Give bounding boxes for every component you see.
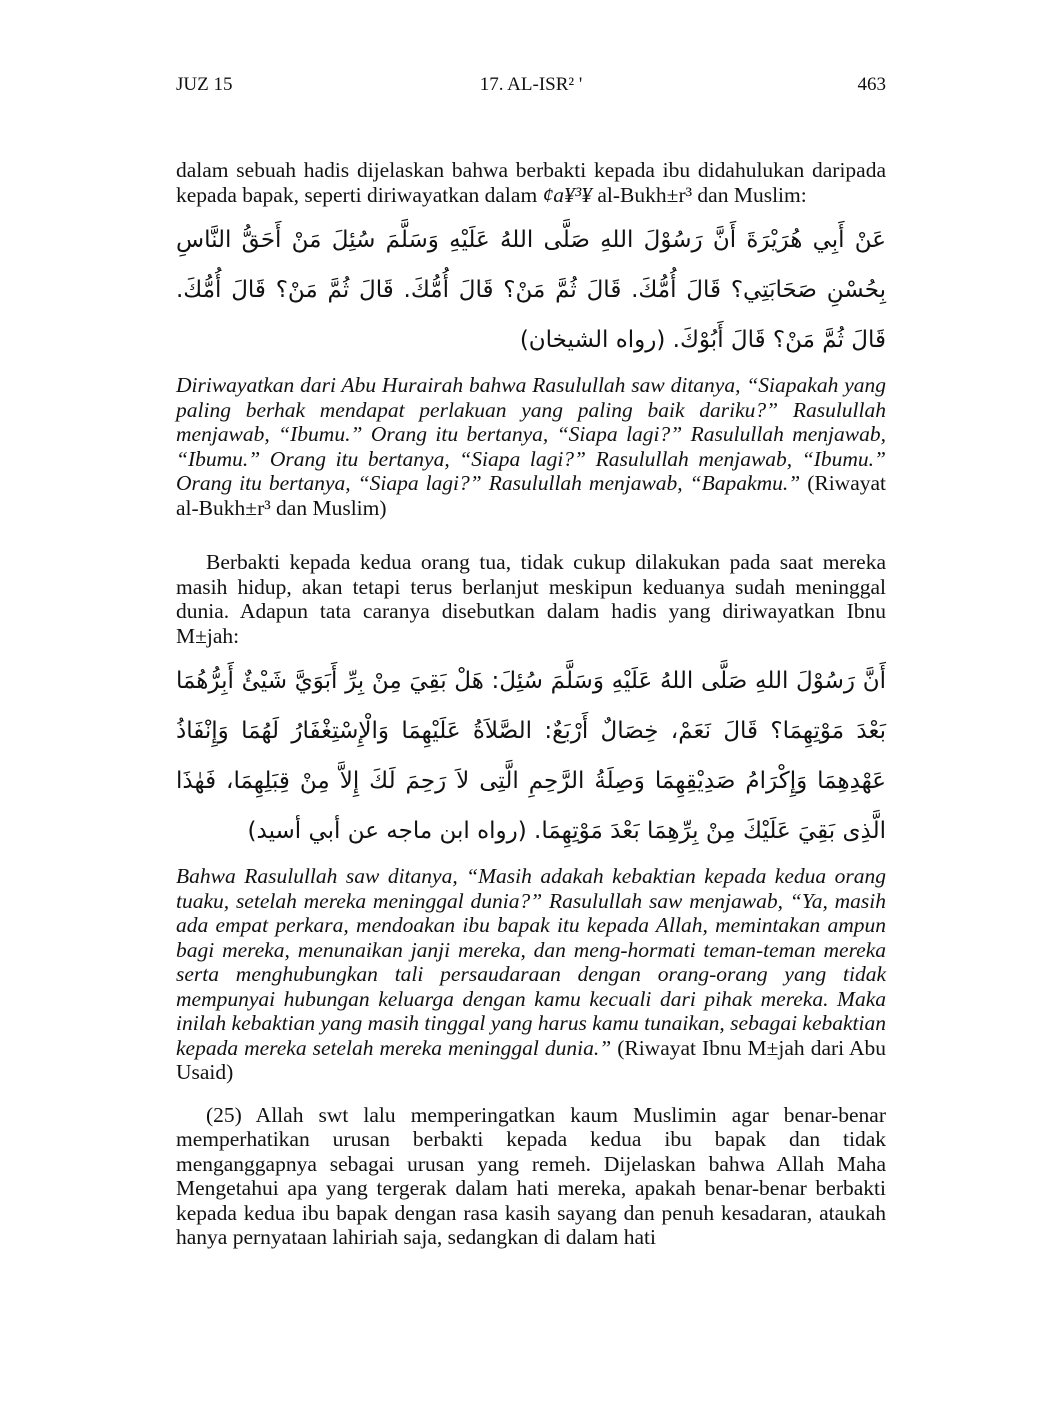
translation-2-source: (Riwayat Ibnu M±jah dari Abu Usaid) (176, 1035, 886, 1084)
translation-2 (176, 864, 886, 1085)
paragraph-verse-25: (25) Allah swt lalu memperingatkan kaum Muslimin agar benar-benar memperhatikan urusan berbakti kepada kedua ibu bapak dan tidak menganggapnya sebagai urusan yang remeh. Dijelaskan bahwa Allah Maha Mengetahui apa yang tergerak dalam hati mereka, apakah benar-benar berbakti kepada kedua ibu bapak dengan rasa kasih sayang dan penuh kesadaran, ataukah hanya pernyataan lahiriah saja, sedangkan di dalam hati (176, 1102, 886, 1249)
arabic-hadith-2: أَنَّ رَسُوْلَ اللهِ صَلَّى اللهُ عَلَيْهِ وَسَلَّمَ سُئِلَ: هَلْ بَقِيَ مِنْ بِرِّ أَبَوَيَّ شَيْئٌ أَبِرُّهُمَا بَعْدَ مَوْتِهِمَا؟ قَالَ نَعَمْ، خِصَالٌ أَرْبَعٌ: الصَّلاَةُ عَلَيْهِمَا وَالْإِسْتِغْفَارُ لَهُمَا وَإِنْفَاذُ عَهْدِهِمَا وَإِكْرَامُ صَدِيْقِهِمَا وَصِلَةُ الرَّحِمِ الَّتِى لاَ رَحِمَ لَكَ إِلاَّ مِنْ قِبَلِهِمَا، فَهٰذَا الَّذِى بَقِيَ عَلَيْكَ مِنْ بِرِّهِمَا بَعْدَ مَوْتِهِمَا. (رواه ابن ماجه عن أبي أسيد) (176, 668, 886, 844)
juz-label: JUZ 15 (176, 74, 233, 95)
page-body (176, 158, 886, 1250)
page-number: 463 (857, 74, 886, 95)
translation-1-source: (Riwayat al-Bukh±r³ dan Muslim) (176, 471, 887, 520)
page-header (176, 74, 886, 104)
paragraph-berbakti: Berbakti kepada kedua orang tua, tidak cukup dilakukan pada saat mereka masih hidup, akan tetapi terus berlanjut meskipun keduanya sudah meninggal dunia. Adapun tata caranya disebutkan dalam hadis yang diriwayatkan Ibnu M±jah: (176, 550, 886, 648)
paragraph-intro-text: dalam sebuah hadis dijelaskan bahwa berbakti kepada ibu didahulukan daripada kepada bapak, seperti diriwayatkan dalam (176, 158, 886, 207)
translation-1-text: Diriwayatkan dari Abu Hurairah bahwa Rasulullah saw ditanya, “Siapakah yang paling berhak mendapat perlakuan yang paling baik dariku?” Rasulullah menjawab, “Ibumu.” Orang itu bertanya, “Siapa lagi?” Rasulullah menjawab, “Ibumu.” Orang itu bertanya, “Siapa lagi?” Rasulullah menjawab, “Ibumu.” Orang itu bertanya, “Siapa lagi?” Rasulullah menjawab, “Bapakmu.” (176, 373, 886, 495)
surah-title: 17. AL-ISR² ' (479, 74, 583, 95)
paragraph-intro-end: al-Bukh±r³ dan Muslim: (592, 182, 807, 207)
translation-1 (176, 373, 886, 520)
paragraph-intro (176, 158, 886, 207)
arabic-hadith-1: عَنْ أَبِي هُرَيْرَةَ أَنَّ رَسُوْلَ اللهِ صَلَّى اللهُ عَلَيْهِ وَسَلَّمَ سُئِلَ مَنْ أَحَقُّ النَّاسِ بِحُسْنِ صَحَابَتِي؟ قَالَ أُمُّكَ. قَالَ ثُمَّ مَنْ؟ قَالَ أُمُّكَ. قَالَ ثُمَّ مَنْ؟ قَالَ أُمُّكَ. قَالَ ثُمَّ مَنْ؟ قَالَ أَبُوْكَ. (رواه الشيخان) (176, 227, 886, 353)
translation-2-text: Bahwa Rasulullah saw ditanya, “Masih adakah kebaktian kepada kedua orang tuaku, setelah mereka meninggal dunia?” Rasulullah saw menjawab, “Ya, masih ada empat perkara, mendoakan ibu bapak itu kepada Allah, memintakan ampun bagi mereka, menunaikan janji mereka, dan meng-hormati teman-teman mereka serta menghubungkan tali persaudaraan dengan orang-orang yang tidak mempunyai hubungan keluarga dengan kamu kecuali dari pihak mereka. Maka inilah kebaktian yang masih tinggal yang harus kamu tunaikan, sebagai kebaktian kepada mereka setelah mereka meninggal dunia.” (176, 864, 886, 1060)
sahih-italic: ¢a¥³¥ (542, 182, 592, 207)
